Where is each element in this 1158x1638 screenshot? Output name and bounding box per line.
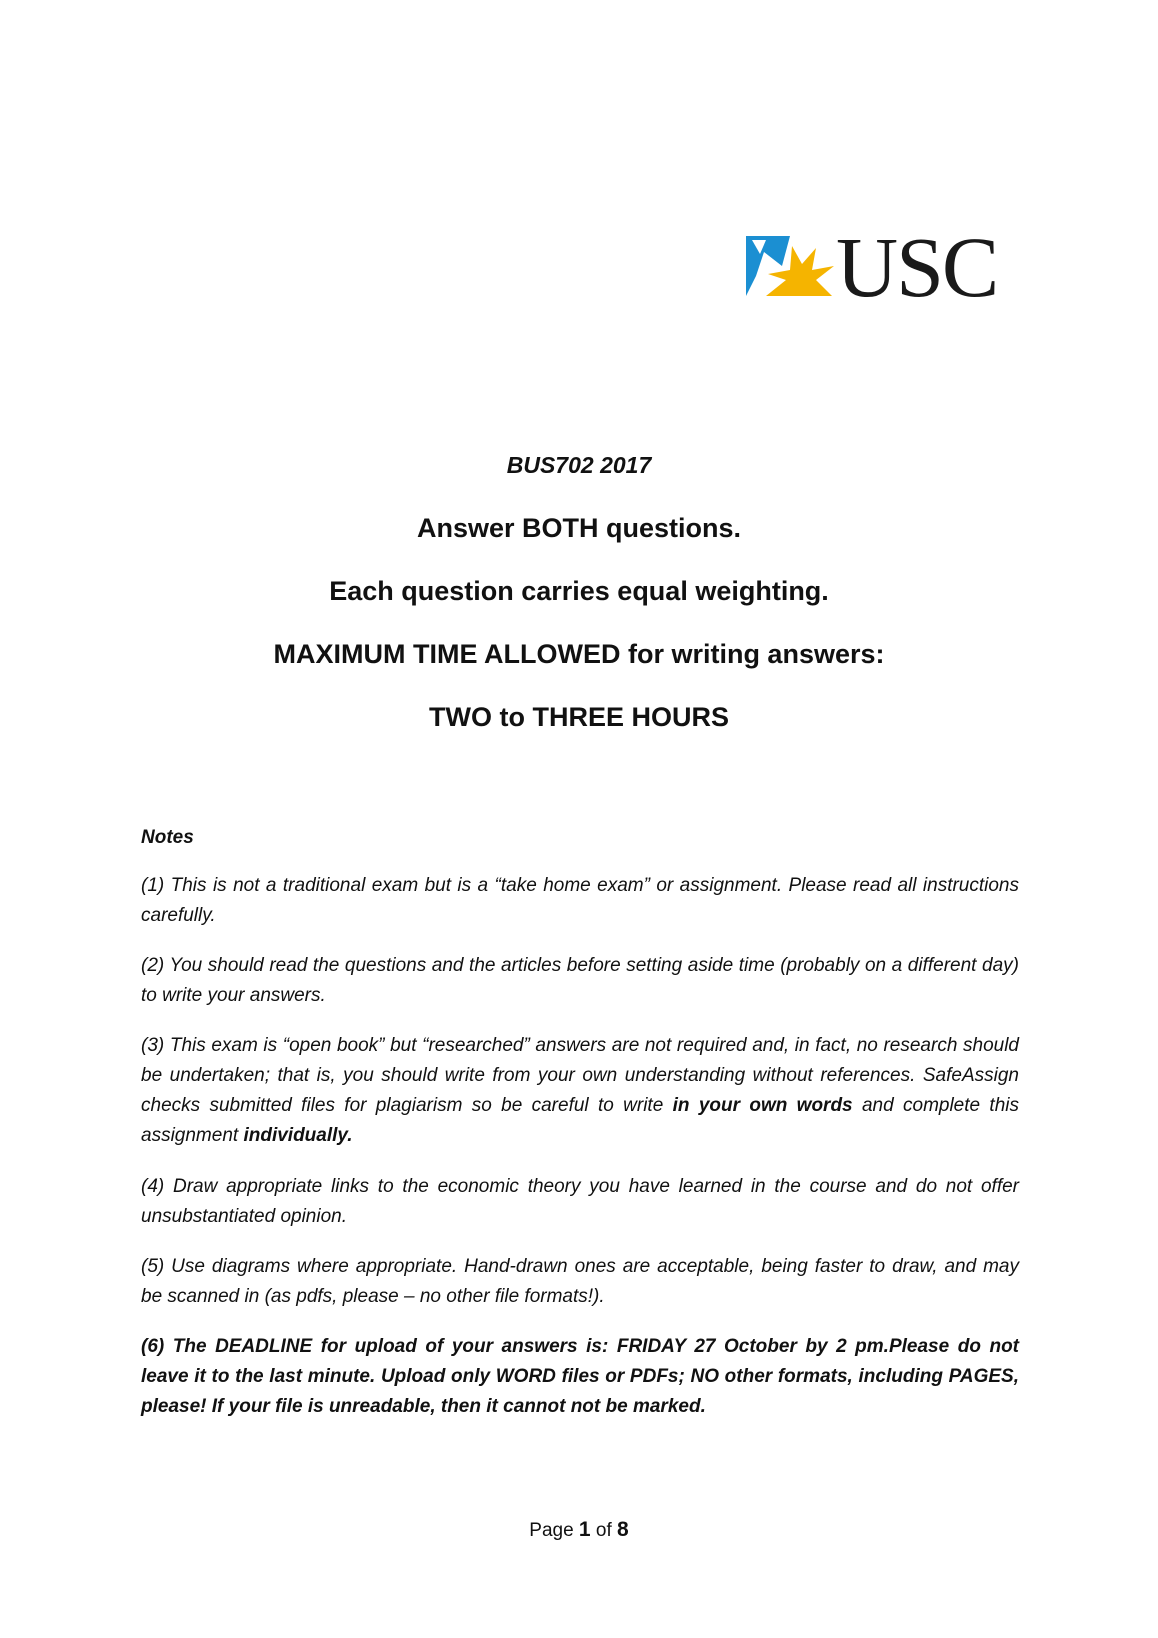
usc-logo	[746, 219, 1031, 315]
note-4: (4) Draw appropriate links to the economic theory you have learned in the course and do not offer unsubstantiated opinion.	[141, 1176, 1019, 1227]
notes-title: Notes	[141, 827, 194, 848]
page-number: 1	[578, 1518, 591, 1541]
note-2: (2) You should read the questions and the articles before setting aside time (probably on a different day) to write your answers.	[141, 955, 1019, 1006]
logo-text: USC	[836, 219, 998, 315]
heading-hours: TWO to THREE HOURS	[429, 702, 729, 732]
heading-answer-both: Answer BOTH questions.	[416, 513, 742, 543]
note-3-emphasis-individually: individually.	[243, 1125, 353, 1146]
note-3-emphasis-own-words: in your own words	[672, 1095, 853, 1116]
page-label: Page	[529, 1520, 574, 1541]
note-1: (1) This is not a traditional exam but is a “take home exam” or assignment. Please read all instructions carefully.	[141, 875, 1019, 926]
course-code: BUS702 2017	[506, 452, 652, 478]
of-label: of	[595, 1520, 612, 1541]
heading-max-time: MAXIMUM TIME ALLOWED for writing answers:	[273, 639, 885, 669]
note-6-deadline: (6) The DEADLINE for upload of your answers is: FRIDAY 27 October by 2 pm.Please do not leave it to the last minute. Upload only WORD files or PDFs; NO other formats, including PAGES, please! If your file is unreadable, then it cannot not be marked.	[141, 1336, 1019, 1417]
page-total: 8	[617, 1518, 629, 1541]
page-footer	[0, 1518, 1158, 1542]
usc-emblem-icon	[746, 236, 836, 300]
note-5: (5) Use diagrams where appropriate. Hand-drawn ones are acceptable, being faster to draw, and may be scanned in (as pdfs, please – no other file formats!).	[141, 1256, 1019, 1307]
heading-weighting: Each question carries equal weighting.	[329, 576, 829, 606]
note-3-text-continued: and complete this assignment	[141, 1095, 1020, 1146]
note-3-text: (3) This exam is “open book” but “researched” answers are not required and, in fact, no research should be undertaken; that is, you should write from your own understanding without references. SafeAssign checks submitted files for plagiarism so be careful to write	[141, 1035, 1019, 1116]
note-3	[141, 1031, 1019, 1151]
